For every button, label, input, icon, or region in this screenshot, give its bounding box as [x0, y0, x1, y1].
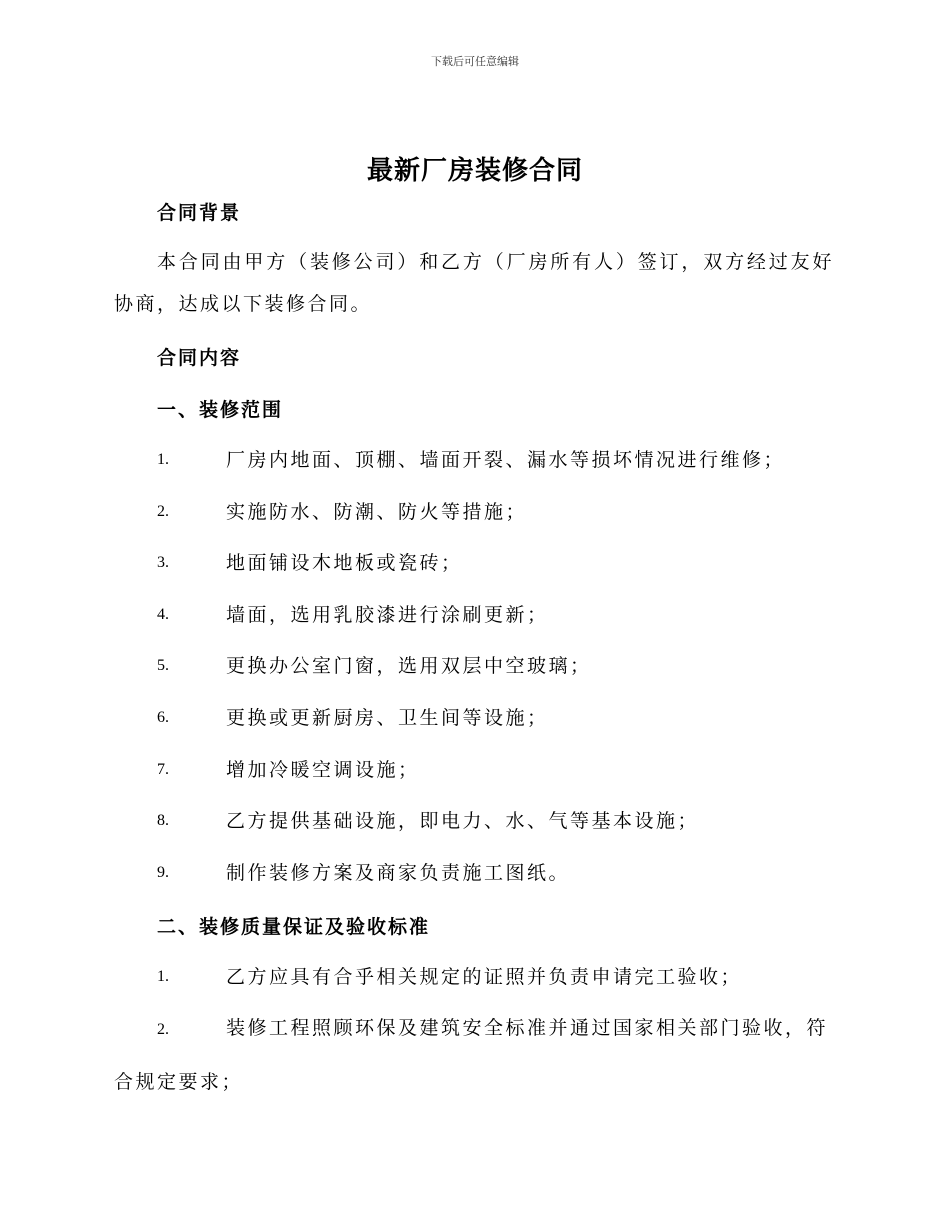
- list-item-text: 实施防水、防潮、防火等措施；: [226, 501, 528, 523]
- list-item-number: 5.: [157, 657, 169, 674]
- list-item-text: 厂房内地面、顶棚、墙面开裂、漏水等损坏情况进行维修；: [226, 449, 786, 471]
- list-item-text: 地面铺设木地板或瓷砖；: [226, 552, 463, 574]
- list-item-number: 1.: [157, 968, 169, 985]
- list-item: [114, 1002, 834, 1108]
- list-item-number: 6.: [157, 709, 169, 726]
- list-item-text: 更换办公室门窗，选用双层中空玻璃；: [226, 655, 592, 677]
- list-item-text: 乙方提供基础设施，即电力、水、气等基本设施；: [226, 810, 700, 832]
- list-item-number: 1.: [157, 451, 169, 468]
- list-item-number: 8.: [157, 812, 169, 829]
- list-item-number: 2.: [157, 503, 169, 520]
- section-heading-quality: 二、装修质量保证及验收标准: [157, 916, 431, 938]
- list-item-number: 4.: [157, 606, 169, 623]
- list-item-number: 3.: [157, 554, 169, 571]
- list-item-text: 增加冷暖空调设施；: [226, 759, 420, 781]
- list-item-text: 更换或更新厨房、卫生间等设施；: [226, 707, 549, 729]
- list-item-text: 乙方应具有合乎相关规定的证照并负责申请完工验收；: [226, 966, 743, 988]
- list-item-number: 7.: [157, 761, 169, 778]
- list-item-text: 制作装修方案及商家负责施工图纸。: [226, 862, 571, 884]
- background-paragraph: 本合同由甲方（装修公司）和乙方（厂房所有人）签订，双方经过友好协商，达成以下装修合同。: [114, 251, 834, 315]
- list-item-number: 2.: [157, 1021, 169, 1038]
- list-item-text: 装修工程照顾环保及建筑安全标准并通过国家相关部门验收，符合规定要求；: [114, 1017, 829, 1093]
- section-heading-content: 合同内容: [157, 347, 242, 369]
- document-title: 最新厂房装修合同: [366, 156, 583, 186]
- list-item-number: 9.: [157, 864, 169, 881]
- section-heading-scope: 一、装修范围: [157, 399, 284, 421]
- section-heading-background: 合同背景: [157, 202, 242, 224]
- list-item-text: 墙面，选用乳胶漆进行涂刷更新；: [226, 604, 549, 626]
- page-header-note: 下载后可任意编辑: [431, 55, 519, 68]
